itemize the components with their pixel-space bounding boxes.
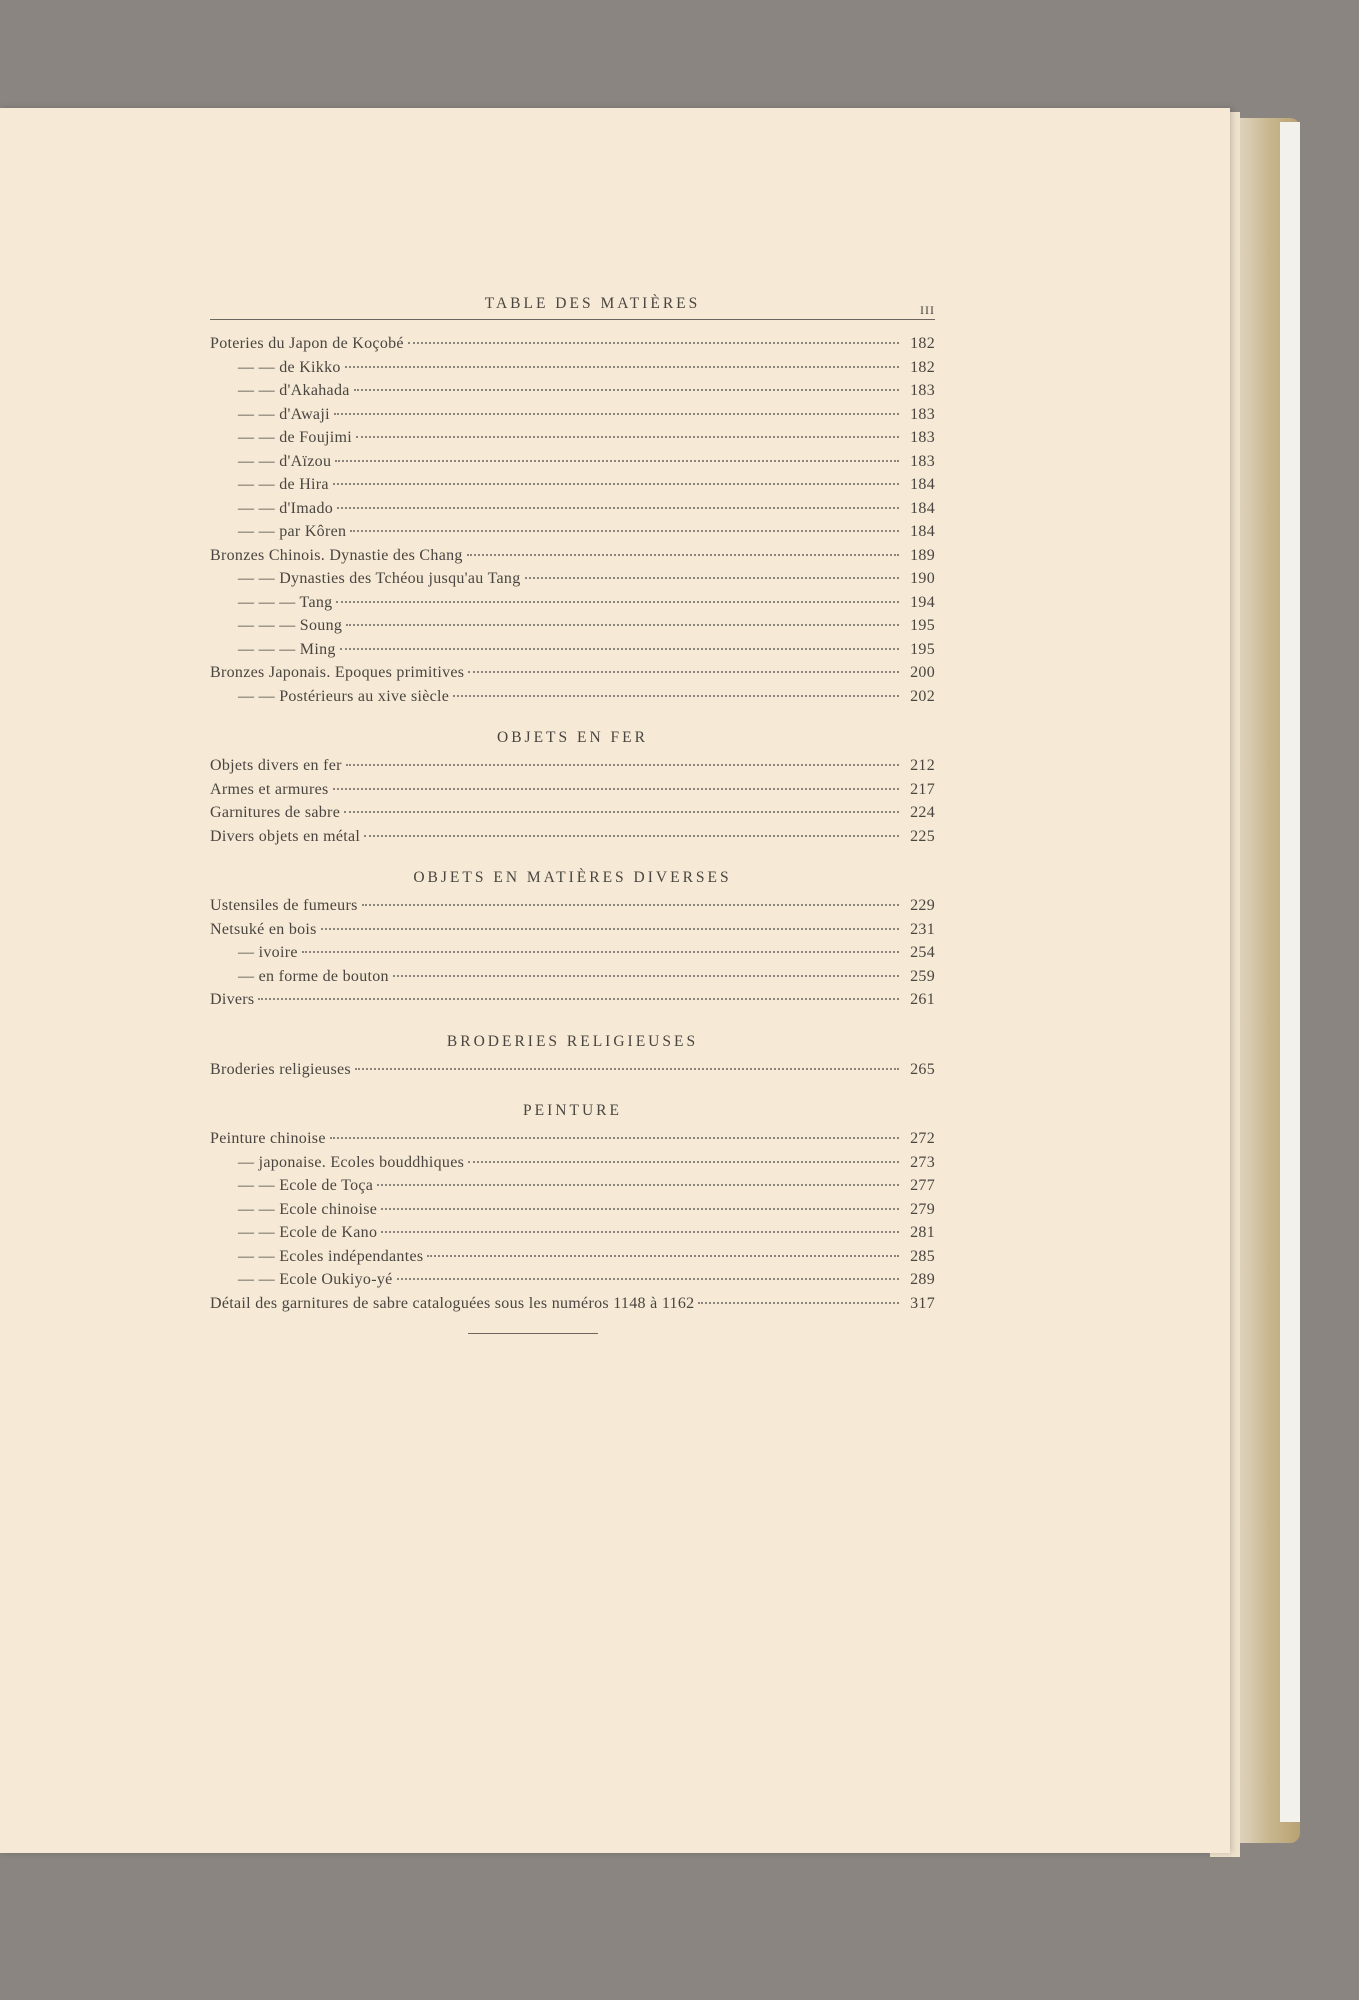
toc-entry-page: 281 [910, 1224, 935, 1241]
toc-entry-label: Armes et armures [210, 780, 329, 798]
toc-entry-page: 217 [910, 780, 935, 798]
toc-section [210, 332, 935, 708]
toc-entry-label: Détail des garnitures de sabre cataloguées sous les numéros 1148 à 1162 [210, 1294, 695, 1312]
toc-entry-label: — — Postérieurs au xive siècle [238, 687, 450, 705]
toc-entry [210, 567, 935, 591]
toc-entry-label: — — Ecole chinoise [238, 1200, 378, 1218]
dot-leader [321, 928, 899, 930]
toc-entry-page: 317 [910, 1294, 935, 1312]
toc-entry-page: 183 [910, 405, 935, 423]
toc-entry [210, 685, 935, 709]
toc-entry [210, 1221, 935, 1245]
dot-leader [453, 695, 899, 697]
toc-entry [210, 379, 935, 403]
toc-entry [210, 450, 935, 474]
section-heading: OBJETS EN FER [497, 729, 648, 746]
toc-entry-label: Netsuké en bois [210, 920, 317, 938]
dot-leader [355, 1068, 899, 1070]
toc-entry-label: — — Ecoles indépendantes [238, 1247, 424, 1265]
toc-entry [210, 965, 935, 989]
dot-leader [334, 413, 899, 415]
dot-leader [336, 601, 899, 603]
toc-entry-page: 182 [910, 358, 935, 376]
toc-entry-label: — — de Foujimi [238, 429, 352, 446]
toc-entry [210, 638, 935, 662]
toc-entry [210, 1127, 935, 1151]
toc-entry [210, 801, 935, 825]
toc-entry [210, 426, 935, 450]
toc-entry [210, 1268, 935, 1292]
dot-leader [468, 671, 899, 673]
toc-entry-label: Bronzes Chinois. Dynastie des Chang [210, 546, 463, 564]
dot-leader [698, 1302, 899, 1304]
toc-section [210, 866, 935, 1012]
toc-entry [210, 661, 935, 685]
toc-entry-page: 273 [910, 1153, 935, 1171]
dot-leader [335, 460, 899, 462]
toc-entry-label: Garnitures de sabre [210, 804, 341, 821]
toc-entry-label: — — par Kôren [238, 523, 347, 540]
toc-entry-label: — — — Tang [238, 593, 333, 611]
dot-leader [345, 366, 899, 368]
page-number: III [920, 303, 935, 317]
toc-entry-label: — — d'Akahada [238, 382, 350, 399]
toc-entry-label: — en forme de bouton [238, 967, 389, 985]
dot-leader [333, 788, 899, 790]
dot-leader [356, 436, 899, 438]
toc-entry [210, 497, 935, 521]
toc-entry-page: 184 [910, 523, 935, 540]
toc-entry-page: 183 [910, 429, 935, 446]
toc-entry-label: Broderies religieuses [210, 1060, 351, 1078]
dot-leader [427, 1255, 899, 1257]
toc-entry-label: — — Dynasties des Tchéou jusqu'au Tang [238, 570, 521, 587]
dot-leader [340, 648, 899, 650]
toc-entry-page: 189 [910, 546, 935, 564]
toc-entry [210, 614, 935, 638]
toc-entry-page: 184 [910, 476, 935, 493]
toc-entry-page: 259 [910, 967, 935, 985]
dot-leader [397, 1278, 899, 1280]
dot-leader [354, 389, 899, 391]
toc-entry-label: Bronzes Japonais. Epoques primitives [210, 664, 465, 681]
toc-entry-page: 182 [910, 335, 935, 352]
toc-entry-label: Divers objets en métal [210, 827, 361, 845]
dot-leader [364, 835, 899, 837]
table-of-contents [210, 295, 935, 1334]
toc-entry-label: — — d'Awaji [238, 405, 330, 423]
toc-entry-page: 225 [910, 827, 935, 845]
dot-leader [408, 342, 899, 344]
toc-entry [210, 1174, 935, 1198]
dot-leader [346, 624, 899, 626]
end-rule [468, 1333, 598, 1334]
dot-leader [344, 811, 899, 813]
toc-entry-label: — — de Hira [238, 476, 329, 493]
toc-entry-label: Ustensiles de fumeurs [210, 897, 358, 914]
toc-entry [210, 1151, 935, 1175]
dot-leader [337, 507, 899, 509]
toc-entry-page: 224 [910, 804, 935, 821]
dot-leader [468, 1161, 899, 1163]
toc-section [210, 1030, 935, 1082]
toc-entry-label: — ivoire [238, 944, 298, 961]
toc-entry-page: 254 [910, 944, 935, 961]
dot-leader [350, 530, 899, 532]
dot-leader [330, 1137, 899, 1139]
toc-entry [210, 544, 935, 568]
toc-entry [210, 988, 935, 1012]
toc-entry-page: 277 [910, 1177, 935, 1194]
toc-entry-label: Divers [210, 991, 255, 1008]
toc-entry [210, 754, 935, 778]
toc-entry-page: 183 [910, 382, 935, 399]
toc-entry-page: 190 [910, 570, 935, 587]
toc-entry [210, 941, 935, 965]
toc-entry-label: — — — Soung [238, 617, 343, 634]
toc-entry-label: — — Ecole Oukiyo-yé [238, 1271, 393, 1288]
page-edge-strip [1280, 122, 1300, 1822]
section-heading: OBJETS EN MATIÈRES DIVERSES [413, 869, 732, 886]
toc-entry [210, 1292, 935, 1316]
toc-entry-page: 194 [910, 593, 935, 611]
dot-leader [393, 975, 899, 977]
toc-entry-page: 200 [910, 664, 935, 681]
section-heading: BRODERIES RELIGIEUSES [446, 1032, 699, 1050]
toc-entry [210, 894, 935, 918]
toc-entry [210, 473, 935, 497]
toc-entry [210, 1245, 935, 1269]
toc-entry-page: 195 [910, 640, 935, 658]
toc-entry-page: 195 [910, 617, 935, 634]
running-title: TABLE DES MATIÈRES [484, 295, 701, 312]
toc-entry-page: 272 [910, 1130, 935, 1147]
toc-entry [210, 591, 935, 615]
toc-entry [210, 1058, 935, 1082]
toc-entry-label: Peinture chinoise [210, 1130, 326, 1147]
toc-entry-label: — japonaise. Ecoles bouddhiques [238, 1153, 465, 1171]
toc-entry-label: — — — Ming [238, 640, 336, 658]
toc-entry-label: — — d'Aïzou [238, 452, 332, 470]
toc-entry [210, 332, 935, 356]
toc-entry-page: 202 [910, 687, 935, 705]
dot-leader [258, 998, 899, 1000]
toc-sections [210, 332, 935, 1315]
toc-entry-label: — — Ecole de Kano [238, 1224, 378, 1241]
toc-entry-page: 184 [910, 499, 935, 517]
toc-entry-label: Poteries du Japon de Koçobé [210, 335, 404, 352]
dot-leader [525, 577, 899, 579]
toc-entry-page: 279 [910, 1200, 935, 1218]
toc-entry-page: 183 [910, 452, 935, 470]
toc-entry-page: 231 [910, 920, 935, 938]
toc-entry [210, 520, 935, 544]
toc-section [210, 726, 935, 848]
toc-entry [210, 1198, 935, 1222]
toc-entry-page: 265 [910, 1060, 935, 1078]
header-rule [210, 319, 935, 320]
toc-section [210, 1099, 935, 1315]
dot-leader [381, 1208, 899, 1210]
toc-entry-label: — — Ecole de Toça [238, 1177, 374, 1194]
toc-entry-label: Objets divers en fer [210, 757, 342, 774]
toc-entry-page: 212 [910, 757, 935, 774]
dot-leader [333, 483, 899, 485]
dot-leader [467, 554, 899, 556]
dot-leader [381, 1231, 899, 1233]
toc-entry-page: 289 [910, 1271, 935, 1288]
toc-entry-page: 261 [910, 991, 935, 1008]
dot-leader [346, 764, 899, 766]
dot-leader [377, 1184, 899, 1186]
toc-entry-page: 229 [910, 897, 935, 914]
toc-entry-label: — — de Kikko [238, 358, 341, 376]
toc-entry [210, 403, 935, 427]
toc-entry [210, 825, 935, 849]
toc-entry [210, 918, 935, 942]
toc-entry-page: 285 [910, 1247, 935, 1265]
dot-leader [362, 904, 899, 906]
toc-entry [210, 778, 935, 802]
toc-entry-label: — — d'Imado [238, 499, 334, 517]
toc-entry [210, 356, 935, 380]
dot-leader [302, 951, 899, 953]
section-heading: PEINTURE [523, 1102, 622, 1119]
